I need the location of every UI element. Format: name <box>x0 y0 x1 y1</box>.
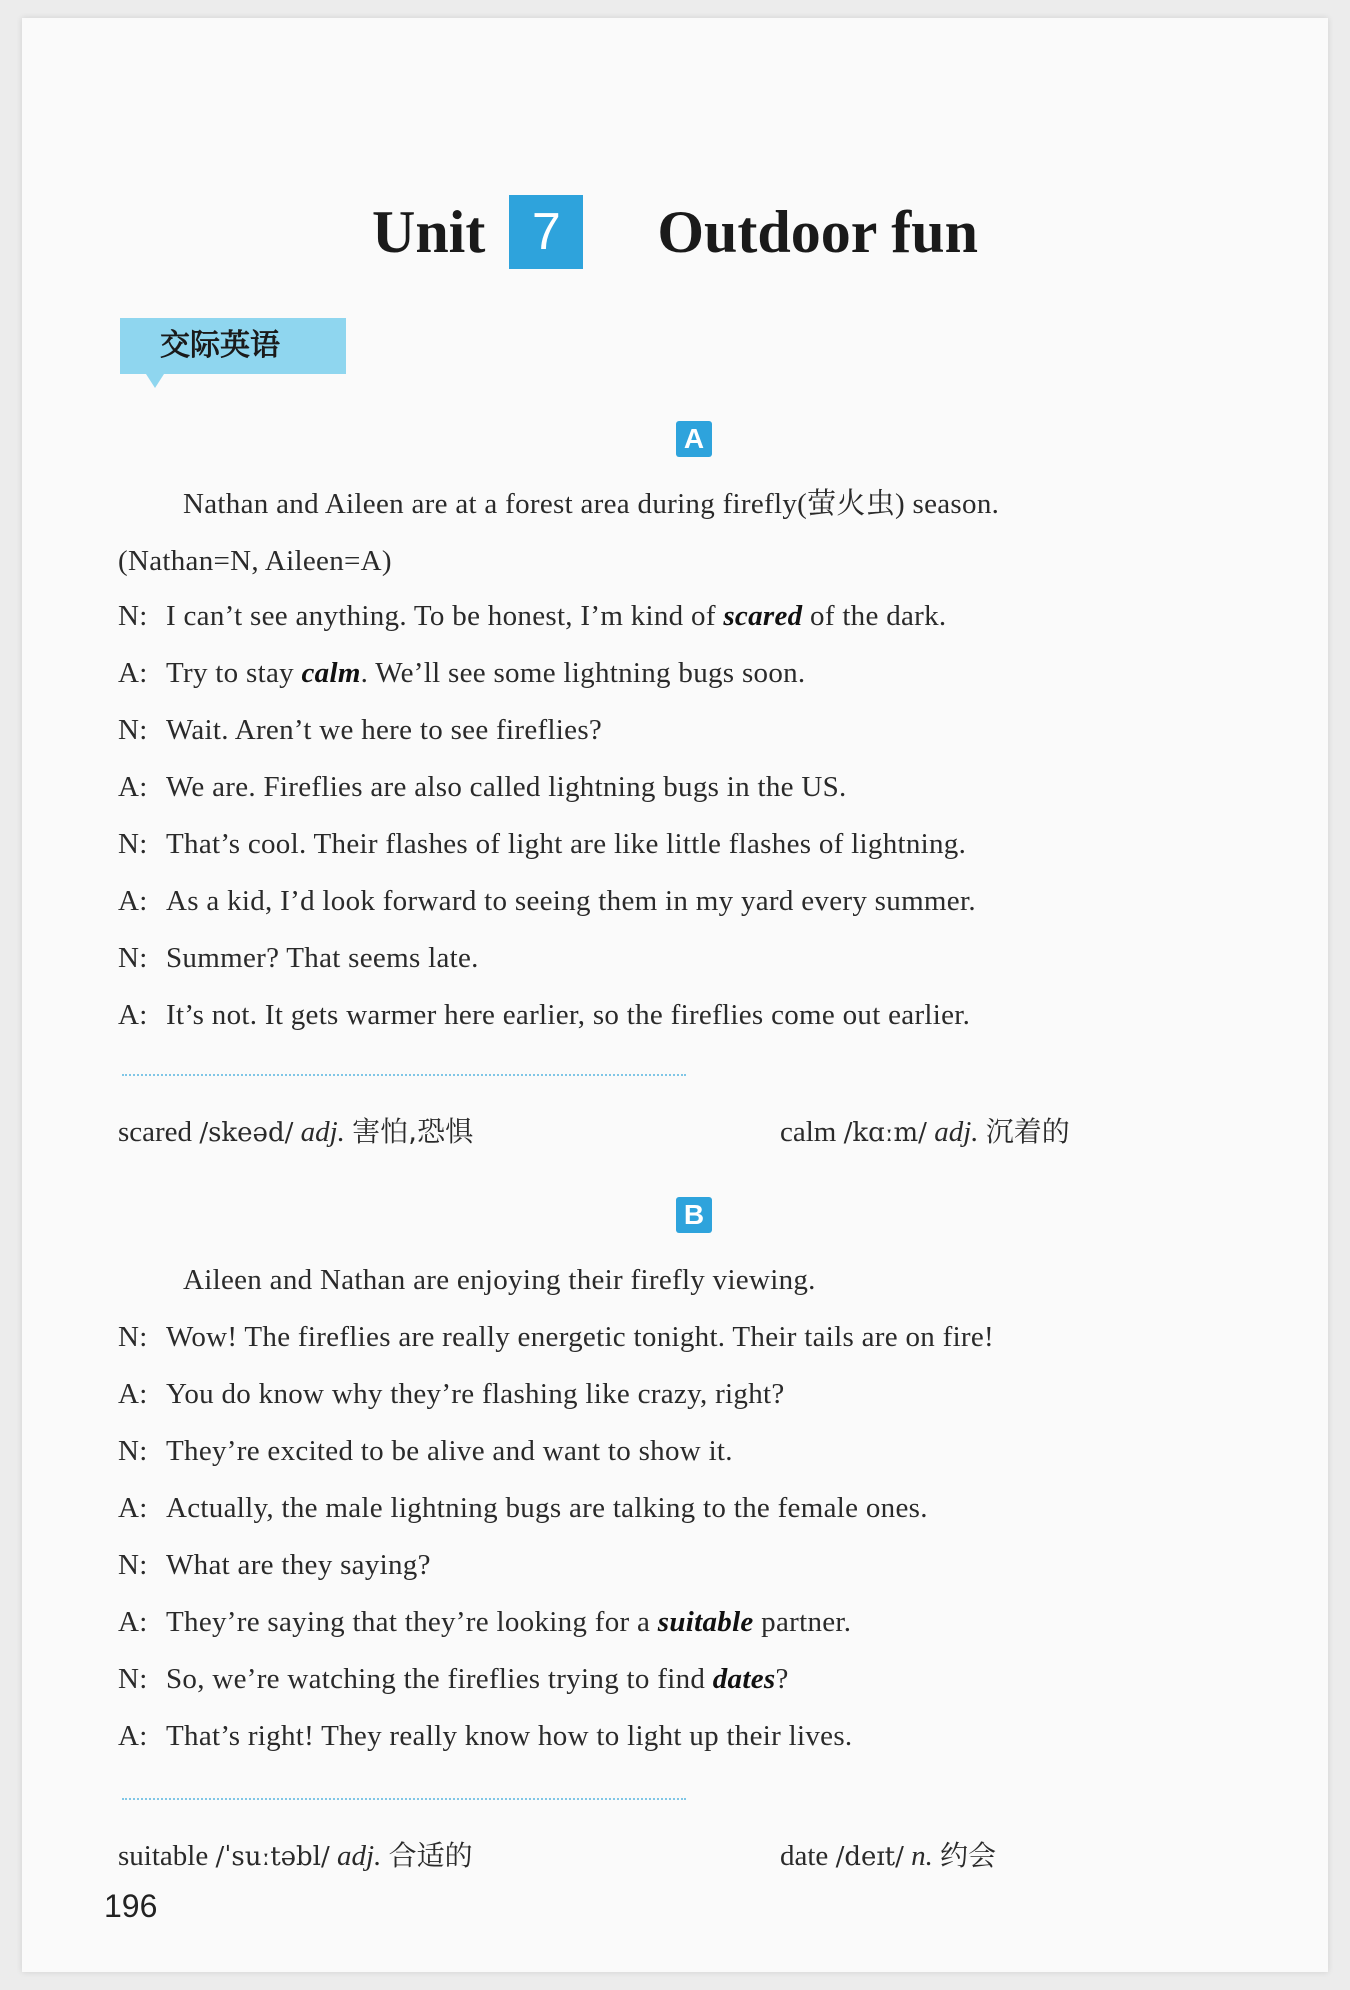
dialogue-text: . We’ll see some lightning bugs soon. <box>360 657 806 689</box>
unit-title-text: Outdoor fun <box>657 198 978 265</box>
dialogue-line <box>118 997 970 1033</box>
unit-number-badge: 7 <box>509 195 583 269</box>
dialogue-text: It’s not. It gets warmer here earlier, so the fireflies come out earlier. <box>166 999 971 1031</box>
vocab-ipa: /skeəd/ <box>199 1118 294 1148</box>
keyword: calm <box>301 657 361 689</box>
speaker-label: A: <box>118 1492 148 1524</box>
dialogue-line <box>118 712 602 748</box>
speaker-label: N: <box>118 600 148 632</box>
speaker-label: N: <box>118 1549 148 1581</box>
dialogue-line <box>118 940 479 976</box>
vocab-meaning: 害怕,恐惧 <box>352 1115 474 1148</box>
dialogue-line <box>118 1604 851 1640</box>
dialogue-text: partner. <box>753 1606 852 1638</box>
keyword: dates <box>712 1663 776 1695</box>
dialogue-line <box>118 1661 789 1697</box>
page-number: 196 <box>104 1888 158 1924</box>
vocab-pos: adj. <box>300 1116 345 1148</box>
vocab-meaning: 约会 <box>940 1839 997 1872</box>
speaker-label: A: <box>118 1378 148 1410</box>
dialogue-line <box>118 1490 928 1526</box>
vocab-entry <box>118 1114 473 1151</box>
dialogue-text: Summer? That seems late. <box>166 942 479 974</box>
vocab-ipa: /kɑːm/ <box>843 1118 927 1148</box>
section-tag: 交际英语 <box>120 318 346 374</box>
dialogue-text: As a kid, I’d look forward to seeing them in my yard every summer. <box>166 885 976 917</box>
speaker-label: A: <box>118 1606 148 1638</box>
dialogue-line <box>118 655 805 691</box>
dialogue-line <box>118 826 966 862</box>
speaker-label: N: <box>118 1663 148 1695</box>
vocab-entry <box>780 1114 1070 1151</box>
speaker-label: N: <box>118 1321 148 1353</box>
vocab-ipa: /deɪt/ <box>835 1842 904 1872</box>
part-a-cast: (Nathan=N, Aileen=A) <box>118 545 392 577</box>
speaker-label: N: <box>118 942 148 974</box>
dialogue-text: I can’t see anything. To be honest, I’m kind of <box>166 600 724 632</box>
vocab-word: calm <box>780 1116 837 1148</box>
dialogue-text: You do know why they’re flashing like crazy, right? <box>166 1378 785 1410</box>
vocab-word: date <box>780 1840 829 1872</box>
speaker-label: A: <box>118 999 148 1031</box>
vocab-pos: adj. <box>934 1116 979 1148</box>
speaker-label: N: <box>118 1435 148 1467</box>
vocab-pos: n. <box>911 1840 933 1872</box>
dialogue-line <box>118 1319 994 1355</box>
speaker-label: N: <box>118 828 148 860</box>
dialogue-line <box>118 1376 785 1412</box>
vocab-ipa: /ˈsuːtəbl/ <box>215 1842 330 1872</box>
vocab-meaning: 合适的 <box>388 1839 473 1872</box>
dialogue-text: Wait. Aren’t we here to see fireflies? <box>166 714 603 746</box>
vocab-meaning: 沉着的 <box>985 1115 1070 1148</box>
keyword: scared <box>723 600 803 632</box>
dialogue-text: ? <box>775 1663 789 1695</box>
vocab-pos: adj. <box>337 1840 382 1872</box>
dialogue-text: So, we’re watching the fireflies trying to find <box>166 1663 713 1695</box>
dialogue-text: Actually, the male lightning bugs are talking to the female ones. <box>166 1492 928 1524</box>
part-b-intro: Aileen and Nathan are enjoying their firefly viewing. <box>183 1264 816 1296</box>
unit-title <box>0 195 1350 269</box>
speaker-label: A: <box>118 657 148 689</box>
dialogue-text: They’re saying that they’re looking for a <box>166 1606 658 1638</box>
part-a-badge: A <box>676 421 712 457</box>
dialogue-text: That’s cool. Their flashes of light are like little flashes of lightning. <box>166 828 967 860</box>
unit-word: Unit <box>371 198 486 265</box>
part-a-divider <box>122 1074 686 1076</box>
part-b-badge: B <box>676 1197 712 1233</box>
dialogue-text: We are. Fireflies are also called lightning bugs in the US. <box>166 771 847 803</box>
part-b-divider <box>122 1798 686 1800</box>
dialogue-text: What are they saying? <box>166 1549 431 1581</box>
dialogue-text: of the dark. <box>802 600 947 632</box>
speaker-label: A: <box>118 771 148 803</box>
vocab-entry <box>118 1838 473 1875</box>
dialogue-line <box>118 1718 852 1754</box>
dialogue-line <box>118 769 847 805</box>
dialogue-text: Try to stay <box>166 657 302 689</box>
vocab-word: scared <box>118 1116 193 1148</box>
keyword: suitable <box>657 1606 754 1638</box>
dialogue-text: Wow! The fireflies are really energetic tonight. Their tails are on fire! <box>166 1321 995 1353</box>
dialogue-line <box>118 1433 733 1469</box>
part-a-intro: Nathan and Aileen are at a forest area during firefly(萤火虫) season. <box>183 488 1000 520</box>
vocab-entry <box>780 1838 996 1875</box>
speaker-label: A: <box>118 1720 148 1752</box>
speaker-label: N: <box>118 714 148 746</box>
dialogue-text: They’re excited to be alive and want to show it. <box>166 1435 733 1467</box>
dialogue-text: That’s right! They really know how to light up their lives. <box>166 1720 853 1752</box>
dialogue-line <box>118 598 946 634</box>
dialogue-line <box>118 883 976 919</box>
speaker-label: A: <box>118 885 148 917</box>
vocab-word: suitable <box>118 1840 209 1872</box>
dialogue-line <box>118 1547 431 1583</box>
